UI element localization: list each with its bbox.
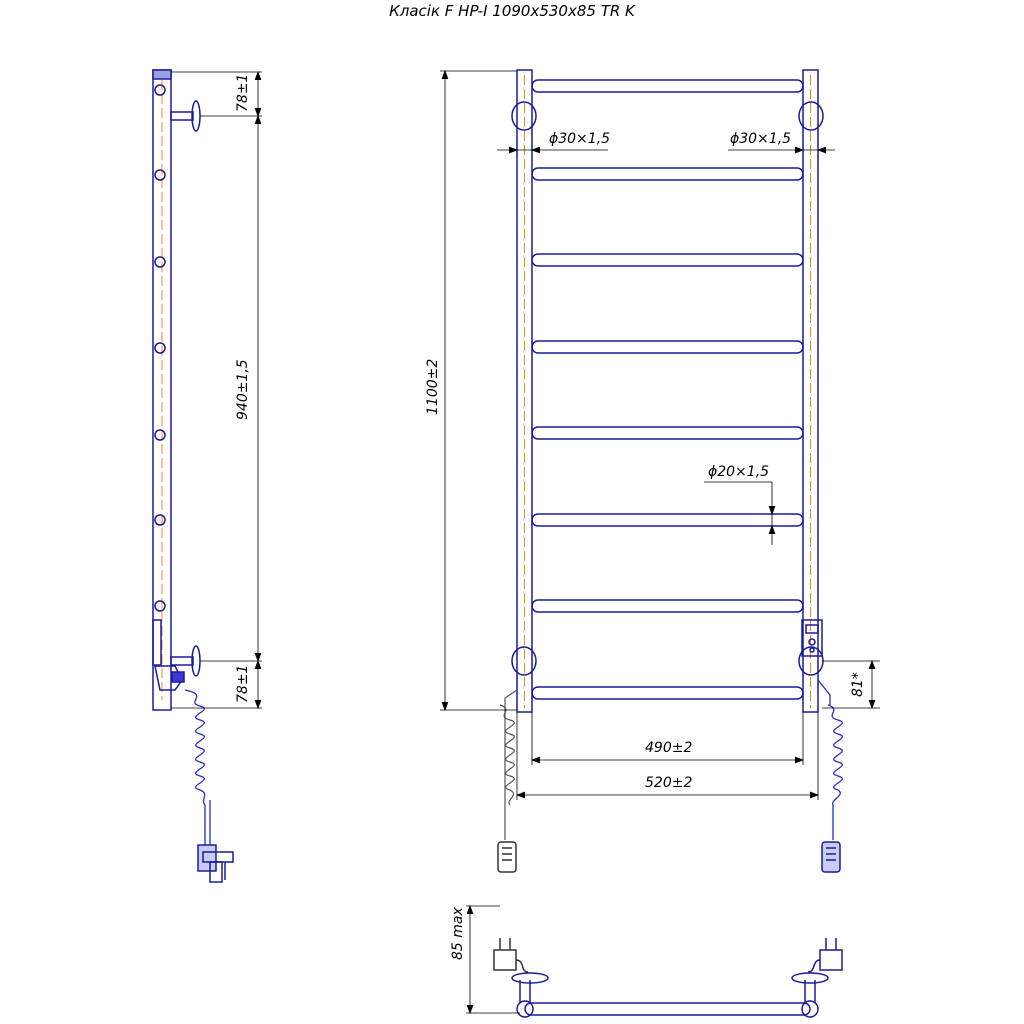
- rungs: [532, 80, 803, 699]
- top-view-dimensions: [466, 906, 520, 1013]
- wall-mounts: [512, 102, 823, 675]
- top-view-rung: [525, 1003, 810, 1015]
- dim-bottom-offset: 81*: [850, 672, 866, 697]
- side-cable: [185, 690, 210, 845]
- front-left-plug-icon: [498, 842, 516, 872]
- front-right-cable: [818, 680, 842, 840]
- dim-pipe-left: ϕ30×1,5: [549, 131, 611, 147]
- top-left-plug-icon: [494, 938, 528, 972]
- top-view: [494, 938, 842, 1017]
- side-bottom-bracket: [153, 620, 200, 690]
- drawing-title: Класік F HP-I 1090x530x85 TR K: [389, 2, 635, 20]
- side-view: [153, 70, 233, 882]
- top-right-plug-icon: [808, 938, 842, 972]
- dim-inner-width: 490±2: [645, 740, 693, 756]
- dim-total-height: 1100±2: [425, 358, 441, 415]
- dim-side-top-offset: 78±1: [235, 73, 251, 112]
- dim-pipe-right: ϕ30×1,5: [730, 131, 792, 147]
- dim-side-bottom-offset: 78±1: [235, 664, 251, 703]
- dim-depth: 85 max: [450, 907, 466, 960]
- dim-rung-pipe: ϕ20×1,5: [708, 464, 770, 480]
- side-top-cap: [153, 70, 171, 79]
- dim-outer-width: 520±2: [645, 775, 693, 791]
- side-rung-ends: [155, 85, 165, 611]
- side-top-bracket: [171, 101, 200, 131]
- front-right-plug-icon: [822, 842, 840, 872]
- front-left-cable: [500, 690, 517, 840]
- dim-side-center: 940±1,5: [235, 359, 251, 420]
- side-plug-icon: [198, 845, 233, 882]
